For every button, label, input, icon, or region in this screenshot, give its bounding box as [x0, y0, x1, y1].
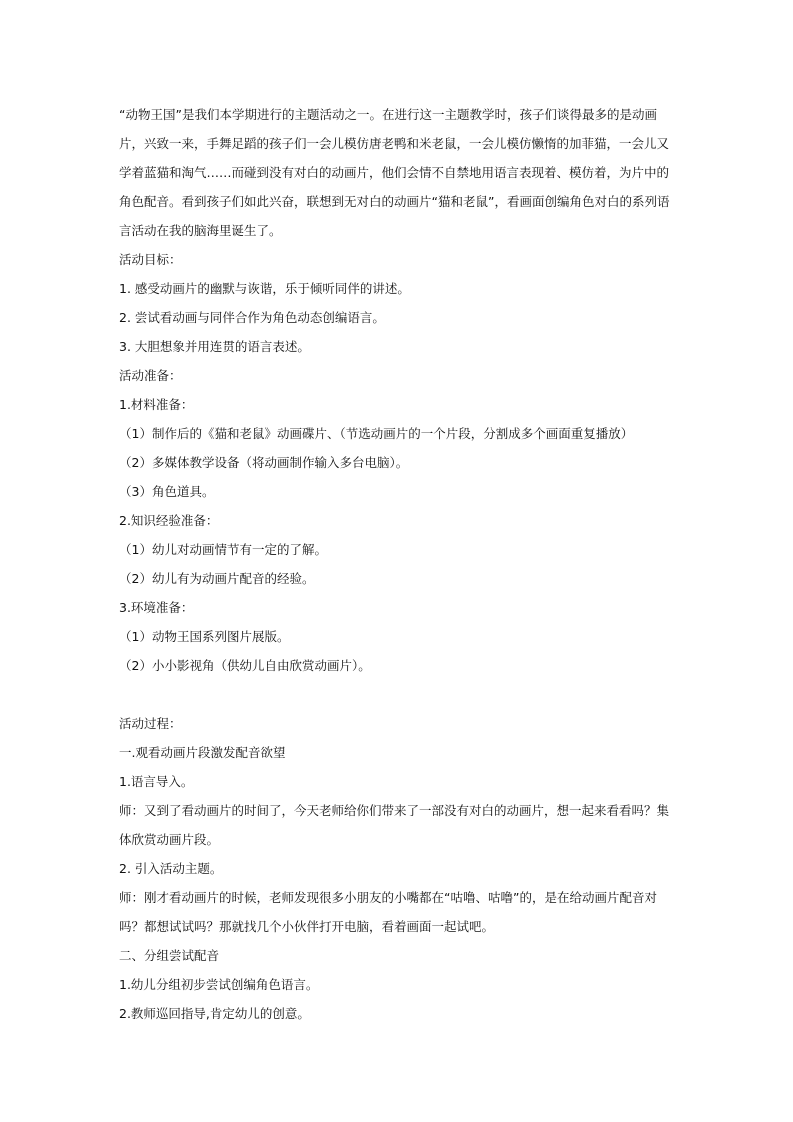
material-item: （3）角色道具。 — [119, 484, 215, 499]
step2-text: 师：刚才看动画片的时候，老师发现很多小朋友的小嘴都在“咕噜、咕噜”的，是在给动画片配音对吗？都想试试吗？那就找几个小伙伴打开电脑，看着画面一起试吧。 — [119, 890, 657, 934]
material-item: （1）制作后的《猫和老鼠》动画碟片、（节选动画片的一个片段，分割成多个画面重复播放） — [119, 426, 634, 441]
material-item: （2）多媒体教学设备（将动画制作输入多台电脑）。 — [119, 455, 409, 470]
section2-item: 1.幼儿分组初步尝试创编角色语言。 — [119, 977, 319, 992]
goals-heading: 活动目标： — [119, 252, 182, 267]
document-body — [119, 100, 679, 1028]
goal-item: 3. 大胆想象并用连贯的语言表述。 — [119, 339, 310, 354]
goal-item: 2. 尝试看动画与同伴合作为角色动态创编语言。 — [119, 310, 385, 325]
section1-title: 一.观看动画片段激发配音欲望 — [119, 745, 286, 760]
knowledge-item: （1）幼儿对动画情节有一定的了解。 — [119, 542, 327, 557]
prep-heading: 活动准备： — [119, 368, 182, 383]
knowledge-item: （2）幼儿有为动画片配音的经验。 — [119, 571, 315, 586]
knowledge-heading: 2.知识经验准备： — [119, 513, 219, 528]
material-heading: 1.材料准备： — [119, 397, 194, 412]
step1-title: 1.语言导入。 — [119, 774, 194, 789]
goal-item: 1. 感受动画片的幽默与诙谐，乐于倾听同伴的讲述。 — [119, 281, 410, 296]
blank-line — [119, 680, 679, 709]
step1-text: 师：又到了看动画片的时间了，今天老师给你们带来了一部没有对白的动画片，想一起来看看吗？集体欣赏动画片段。 — [119, 803, 670, 847]
section2-title: 二、分组尝试配音 — [119, 948, 220, 963]
environment-item: （1）动物王国系列图片展版。 — [119, 629, 290, 644]
environment-item: （2）小小影视角（供幼儿自由欣赏动画片）。 — [119, 658, 371, 673]
section2-item: 2.教师巡回指导,肯定幼儿的创意。 — [119, 1006, 310, 1021]
environment-heading: 3.环境准备： — [119, 600, 194, 615]
process-heading: 活动过程： — [119, 716, 182, 731]
step2-title: 2. 引入活动主题。 — [119, 861, 223, 876]
intro-paragraph: “动物王国”是我们本学期进行的主题活动之一。在进行这一主题教学时，孩子们谈得最多的是动画片，兴致一来，手舞足蹈的孩子们一会儿模仿唐老鸭和米老鼠，一会儿模仿懒惰的加菲猫，一会儿又学着蓝猫和淘气……而碰到没有对白的动画片，他们会情不自禁地用语言表现着、模仿着，为片中的角色配音。看到孩子们如此兴奋，联想到无对白的动画片“猫和老鼠”，看画面创编角色对白的系列语言活动在我的脑海里诞生了。 — [119, 107, 670, 238]
